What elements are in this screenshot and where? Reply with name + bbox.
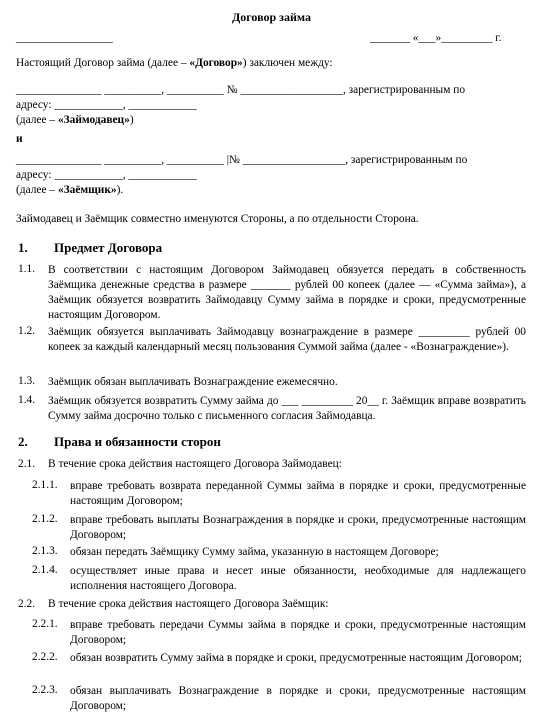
party2-address: адресу: ____________, ____________	[16, 169, 197, 181]
item-2-1-3-text: обязан передать Заёмщику Сумму займа, указанную в настоящем Договоре;	[70, 546, 439, 558]
party1-alias-post: )	[129, 114, 134, 126]
party1-address: адресу: ____________, ____________	[16, 99, 197, 111]
party2-alias-bold: «Заёмщик»	[57, 184, 117, 196]
item-2-2-2-number: 2.2.2.	[32, 651, 58, 663]
item-2-1-1-number: 2.1.1.	[32, 479, 58, 491]
item-1-1-text: В соответствии с настоящим Договором Займодавец обязуется передать в собственность Заёмщика денежные средства в размере _______ рублей 00 копеек (далее — «Сумма займа»), а Заёмщик обязуется возвратить Займодавцу Сумму займа в порядке и сроки, предусмотренные настоящим Договором.	[48, 264, 526, 321]
party2-alias	[16, 184, 123, 196]
item-1-2-text: Заёмщик обязуется выплачивать Займодавцу вознаграждение в размере _________ рублей 00 копеек за каждый календарный месяц пользования Суммой займа (далее - «Вознаграждение»).	[48, 326, 526, 353]
and-conjunction: и	[16, 133, 23, 145]
item-2-1-2-number: 2.1.2.	[32, 513, 58, 525]
party1-alias-bold: «Займодавец»	[57, 114, 130, 126]
item-2-1-4-number: 2.1.4.	[32, 564, 58, 576]
item-2-1-2-text: вправе требовать выплаты Вознаграждения в порядке и сроки, предусмотренные настоящим Договором;	[70, 514, 526, 541]
item-1-3-text: Заёмщик обязан выплачивать Вознаграждение ежемесячно.	[48, 376, 338, 388]
item-2-1-1-text: вправе требовать возврата переданной Суммы займа в порядке и сроки, предусмотренные настоящим Договором;	[70, 480, 526, 507]
section2-title: Права и обязанности сторон	[54, 434, 221, 449]
item-2-2-1-text: вправе требовать передачи Суммы займа в порядке и сроки, предусмотренные настоящим Договором;	[70, 619, 526, 646]
item-1-4-text: Заёмщик обязуется возвратить Сумму займа до ___ _________ 20__ г. Заёмщик вправе возвратить Сумму займа досрочно только с письменного согласия Займодавца.	[48, 395, 526, 422]
item-2-2-number: 2.2.	[18, 598, 36, 610]
party2-alias-pre: (далее –	[16, 184, 58, 196]
item-2-2-1-number: 2.2.1.	[32, 618, 58, 630]
item-1-3-number: 1.3.	[18, 375, 36, 387]
intro-paragraph	[16, 57, 333, 69]
item-1-4-number: 1.4.	[18, 394, 36, 406]
party2-line1: _______________ __________, __________ |№ __________________, зарегистрированным по	[16, 154, 468, 166]
party1-line1: _______________ __________, __________ № __________________, зарегистрированным по	[16, 84, 466, 96]
intro-text-post: ) заключен между:	[242, 57, 333, 69]
party1-alias-pre: (далее –	[16, 114, 58, 126]
item-2-2-2-text: обязан возвратить Сумму займа в порядке и сроки, предусмотренные настоящим Договором;	[70, 652, 522, 664]
intro-text-bold: «Договор»	[189, 57, 243, 69]
parties-note: Займодавец и Заёмщик совместно именуются Стороны, а по отдельности Сторона.	[16, 213, 419, 225]
document-title: Договор займа	[231, 10, 311, 24]
party1-alias	[16, 114, 134, 126]
item-2-1-3-number: 2.1.3.	[32, 545, 58, 557]
party2-alias-post: ).	[116, 184, 124, 196]
item-1-1-number: 1.1.	[18, 263, 36, 275]
place-blank: _________________	[16, 32, 113, 44]
section1-title: Предмет Договора	[54, 240, 163, 255]
item-2-1-text: В течение срока действия настоящего Договора Займодавец:	[48, 458, 342, 470]
section1-number: 1.	[18, 240, 28, 255]
intro-text-pre: Настоящий Договор займа (далее –	[16, 57, 190, 69]
date-line: _______ «___»_________ г.	[370, 32, 502, 44]
item-2-2-3-number: 2.2.3.	[32, 684, 58, 696]
item-2-2-3-text: обязан выплачивать Вознаграждение в порядке и сроки, предусмотренные настоящим Договором;	[70, 685, 526, 712]
item-2-2-text: В течение срока действия настоящего Договора Заёмщик:	[48, 598, 329, 610]
section2-number: 2.	[18, 434, 28, 449]
item-2-1-number: 2.1.	[18, 458, 36, 470]
item-2-1-4-text: осуществляет иные права и несет иные обязанности, необходимые для надлежащего исполнения настоящего Договора.	[70, 565, 526, 592]
item-1-2-number: 1.2.	[18, 325, 36, 337]
